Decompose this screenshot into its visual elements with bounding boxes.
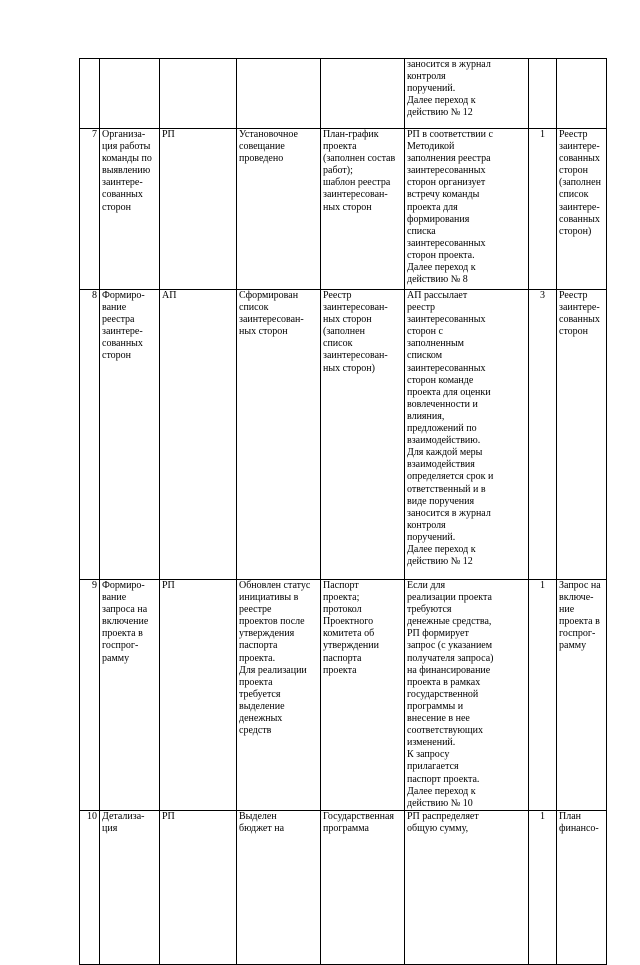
result-cell-text: Запрос на включе- ние проекта в госпрог- рамму bbox=[559, 580, 601, 652]
trigger-cell bbox=[237, 129, 321, 290]
table-row bbox=[80, 59, 607, 129]
executor-cell-text: РП bbox=[162, 580, 175, 591]
row-number bbox=[80, 290, 100, 580]
inputs-cell-text: План-график проекта (заполнен состав работ); шаблон реестра заинтересован- ных сторон bbox=[323, 129, 396, 213]
result-cell bbox=[557, 810, 607, 964]
function-cell bbox=[100, 580, 160, 811]
inputs-cell-text: Реестр заинтересован- ных сторон (заполнен список заинтересован- ных сторон) bbox=[323, 290, 388, 374]
result-cell bbox=[557, 290, 607, 580]
function-cell-text: Детализа- ция bbox=[102, 810, 145, 834]
duration-cell-text: 1 bbox=[540, 129, 545, 140]
row-number bbox=[80, 810, 100, 964]
executor-cell bbox=[160, 810, 237, 964]
table-row bbox=[80, 290, 607, 580]
row-number bbox=[80, 59, 100, 129]
row-number bbox=[80, 580, 100, 811]
duration-cell-text: 1 bbox=[540, 810, 545, 822]
duration-cell bbox=[529, 59, 557, 129]
result-cell bbox=[557, 59, 607, 129]
row-number-text: 8 bbox=[92, 290, 97, 301]
trigger-cell-text: Выделен бюджет на bbox=[239, 810, 285, 834]
executor-cell bbox=[160, 580, 237, 811]
duration-cell bbox=[529, 810, 557, 964]
duration-cell bbox=[529, 580, 557, 811]
function-cell-text: Формиро- вание запроса на включение проекта в госпрог- рамму bbox=[102, 580, 149, 664]
trigger-cell-text: Обновлен статус инициативы в реестре проектов после утверждения паспорта проекта. Для реализации проекта требуется выделение денежных средств bbox=[239, 580, 311, 737]
table-row bbox=[80, 580, 607, 811]
trigger-cell bbox=[237, 290, 321, 580]
action-cell-text: РП в соответствии с Методикой заполнения реестра заинтересованных сторон организует встречу команды проекта для формирования списка заинтересованных сторон проекта. Далее переход к действию № 8 bbox=[407, 129, 493, 286]
inputs-cell-text: Государственная программа bbox=[323, 810, 395, 834]
inputs-cell bbox=[321, 290, 405, 580]
executor-cell-text: РП bbox=[162, 129, 175, 140]
action-cell bbox=[405, 810, 529, 964]
action-cell-text: Если для реализации проекта требуются денежные средства, РП формирует запрос (с указанием получателя запроса) на финансирование проекта в рамках государственной программы и внесение в нее соответствующих изменений. К запросу прилагается паспорт проекта. Далее переход к действию № 10 bbox=[407, 580, 494, 809]
trigger-cell bbox=[237, 810, 321, 964]
executor-cell bbox=[160, 129, 237, 290]
inputs-cell bbox=[321, 59, 405, 129]
executor-cell-text: АП bbox=[162, 290, 177, 301]
result-cell-text: Реестр заинтере- сованных сторон bbox=[559, 290, 600, 338]
result-cell bbox=[557, 129, 607, 290]
action-cell-text: заносится в журнал контроля поручений. Далее переход к действию № 12 bbox=[407, 59, 491, 119]
duration-cell bbox=[529, 129, 557, 290]
trigger-cell-text: Установочное совещание проведено bbox=[239, 129, 298, 165]
process-table bbox=[79, 58, 607, 965]
result-cell bbox=[557, 580, 607, 811]
table-row bbox=[80, 129, 607, 290]
action-cell-text: РП распределяет общую сумму, bbox=[407, 810, 479, 834]
row-number bbox=[80, 129, 100, 290]
duration-cell-text: 3 bbox=[540, 290, 545, 301]
function-cell bbox=[100, 290, 160, 580]
function-cell-text: Организа- ция работы команды по выявлению заинтере- сованных сторон bbox=[102, 129, 152, 213]
function-cell bbox=[100, 129, 160, 290]
inputs-cell bbox=[321, 129, 405, 290]
result-cell-text: Реестр заинтере- сованных сторон (заполнен список заинтере- сованных сторон) bbox=[559, 129, 601, 237]
action-cell bbox=[405, 290, 529, 580]
inputs-cell-text: Паспорт проекта; протокол Проектного комитета об утверждении паспорта проекта bbox=[323, 580, 379, 676]
row-number-text: 9 bbox=[92, 580, 97, 591]
executor-cell bbox=[160, 59, 237, 129]
executor-cell bbox=[160, 290, 237, 580]
result-cell-text: План финансо- bbox=[559, 810, 599, 834]
function-cell bbox=[100, 59, 160, 129]
row-number-text: 10 bbox=[87, 810, 97, 822]
duration-cell-text: 1 bbox=[540, 580, 545, 591]
action-cell bbox=[405, 59, 529, 129]
inputs-cell bbox=[321, 810, 405, 964]
trigger-cell bbox=[237, 59, 321, 129]
function-cell-text: Формиро- вание реестра заинтере- сованных сторон bbox=[102, 290, 145, 362]
trigger-cell-text: Сформирован список заинтересован- ных сторон bbox=[239, 290, 304, 338]
inputs-cell bbox=[321, 580, 405, 811]
executor-cell-text: РП bbox=[162, 810, 175, 822]
row-number-text: 7 bbox=[92, 129, 97, 140]
duration-cell bbox=[529, 290, 557, 580]
table-row bbox=[80, 810, 607, 964]
action-cell bbox=[405, 580, 529, 811]
action-cell-text: АП рассылает реестр заинтересованных сторон с заполненным списком заинтересованных сторон команде проекта для оценки вовлеченности и влияния, предложений по взаимодействию. Для каждой меры взаимодействия определяется срок и ответственный и в виде поручения заносится в журнал контроля поручений. Далее переход к действию № 12 bbox=[407, 290, 494, 568]
function-cell bbox=[100, 810, 160, 964]
trigger-cell bbox=[237, 580, 321, 811]
action-cell bbox=[405, 129, 529, 290]
